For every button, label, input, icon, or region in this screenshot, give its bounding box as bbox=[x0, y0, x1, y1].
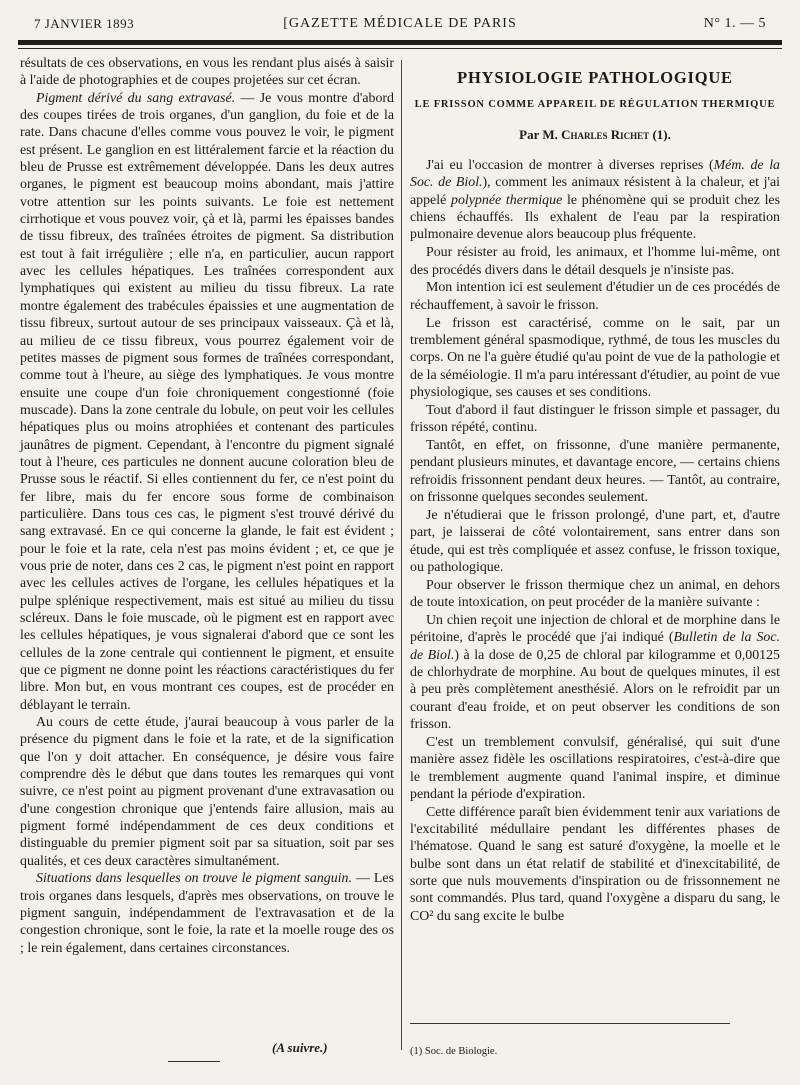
right-p9-reference: Bulletin de la Soc. de Biol. bbox=[410, 630, 780, 663]
footnote-rule bbox=[410, 1023, 730, 1024]
a-suivre-note: (A suivre.) bbox=[272, 1040, 328, 1055]
right-paragraph-9 bbox=[410, 612, 780, 733]
right-p1-reference: Mém. de la Soc. de Biol. bbox=[410, 158, 780, 191]
runin-heading-situations: Situations dans lesquelles on trouve le pigment sanguin. bbox=[36, 871, 352, 887]
left-paragraph-3: Au cours de cette étude, j'aurai beaucoup à vous parler de la présence du pigment dans le foie et la rate, et de la signification que l'on y doit attacher. En conséquence, je désire vous faire comprendre dès le début que dans toutes les remarques qui vont suivre, ce n'est point au pigment provenant d'une extravasation ou d'une congestion chronique que j'entends faire allusion, mais au pigment formé indépendamment de ces deux conditions et distinguable du premier pigment soit par sa situation, soit par ses qualités, et ces deux caractères simultanément. bbox=[20, 715, 394, 869]
page-header bbox=[34, 14, 766, 36]
byline-prefix: Par M. bbox=[519, 126, 562, 142]
right-paragraph-3: Mon intention ici est seulement d'étudier un de ces procédés de réchauffement, à savoir le frisson. bbox=[410, 280, 780, 313]
left-paragraph-4 bbox=[20, 870, 394, 957]
right-paragraph-6: Tantôt, en effet, on frissonne, d'une manière permanente, pendant plusieurs minutes, et davantage encore, — certains chiens refroidis frissonnent pendant deux heures. — Tantôt, au contraire, on frissonne quelques secondes seulement. bbox=[410, 438, 780, 506]
right-p9-text-a: Un chien reçoit une injection de chloral et de morphine dans le péritoine, d'après le procédé que j'ai indiqué ( bbox=[410, 612, 780, 646]
issue-date: 7 JANVIER 1893 bbox=[34, 16, 135, 31]
footnote: (1) Soc. de Biologie. bbox=[410, 1046, 498, 1057]
runin-heading-pigment-derive: Pigment dérivé du sang extravasé. bbox=[36, 90, 236, 106]
right-p9-text-b: ) à la dose de 0,25 de chloral par kilogramme et 0,00125 de chlorhydrate de morphine. Au bout de quelques minutes, il est à peu près complètement anesthésié. Alors on le refroidit par un courant d'eau froide, et on peut observer les conditions de son frisson. bbox=[410, 647, 780, 733]
left-paragraph-2 bbox=[20, 90, 394, 714]
left-paragraph-1: résultats de ces observations, en vous les rendant plus aisés à saisir à l'aide de photographies et de coupes projetées sur cet écran. bbox=[20, 56, 394, 89]
left-paragraph-2-text: — Je vous montre d'abord des coupes tirées de trois organes, d'un ganglion, du foie et de la rate. Dans chacune d'elles comme vous pouvez le voir, le pigment est présent. Le ganglion en est littéralement farcie et la réaction du bleu de Prusse est extrêmement développée. Dans les deux autres organes, le pigment est beaucoup moins abondant, mais j'attire votre attention sur les points suivants. Le foie est nettement cirrhotique et vous pouvez voir, çà et là, parmi les épaisses bandes de tissu fibreux, des traînées étroites de pigment. Sa distribution est tout à fait irrégulière ; elle n'a, en particulier, aucun rapport avec les cellules hépatiques. Les traînées correspondent aux lymphatiques qui existent au milieu du tissu fibreux. La rate montre également des trabécules épaissies et une augmentation de tissu fibreux, surtout autour de ses principaux vaisseaux. Çà et là, au milieu de ce tissu fibreux, vous pourrez également voir de petites masses de pigment sous formes de traînées correspondant, comme tout à l'heure, au siège des lymphatiques. Je vous montre ensuite une coupe d'un foie chroniquement congestionné (foie muscade). Dans la zone centrale du lobule, on peut voir les cellules hépatiques plus ou moins atrophiées et contenant des particules jaunâtres de pigment. Cependant, à l'encontre du pigment signalé tout à l'heure, ces particules ne donnent aucune coloration bleu de Prusse sous le réactif. Si elles contiennent du fer, ce n'est point du fer libre, mais du fer encore sous forme de combinaison particulière. Dans tous ces cas, le pigment s'est trouvé dérivé du sang extravasé. En ce qui concerne la glande, le fait est évident ; pour le foie et la rate, cela n'est pas moins évident ; et, ce que je vous prie de noter, dans ces 2 cas, le pigment n'est point en rapport avec les cellules actives de l'organe, les cellules hépatiques et la pulpe splénique respectivement, mais est situé au milieu du tissu scléreux. Dans le foie muscade, où le pigment est en rapport avec les cellules hépatiques, je vous signalerai d'abord que ce sont les cellules de la zone centrale qui contiennent le pigment, et ensuite que ce pigment ne donne point les réactions caractéristiques du fer libre. Mon but, en vous montrant ces coupes, est de procéder en déblayant le terrain. bbox=[20, 90, 394, 713]
right-paragraph-4: Le frisson est caractérisé, comme on le sait, par un tremblement général spasmodique, rythmé, de tous les muscles du corps. On ne l'a guère étudié qu'au point de vue de la pathologie et de la séméiologie. Il m'a paru intéressant d'étudier, au point de vue physiologique, ses causes et ses conditions. bbox=[410, 315, 780, 400]
section-title: PHYSIOLOGIE PATHOLOGIQUE bbox=[457, 68, 733, 87]
right-p1-text-c: le phénomène qui se produit chez les chiens échauffés. Ils exhalent de l'eau par la respiration pulmonaire devenue alors beaucoup plus fréquente. bbox=[410, 192, 780, 243]
right-paragraph-1 bbox=[410, 157, 780, 244]
right-column bbox=[410, 55, 780, 926]
header-rule-thin bbox=[18, 48, 782, 49]
right-paragraph-8: Pour observer le frisson thermique chez un animal, en dehors de toute intoxication, on peut procéder de la manière suivante : bbox=[410, 577, 780, 611]
article-byline bbox=[410, 126, 780, 143]
left-paragraph-4-text: — Les trois organes dans lesquels, d'après mes observations, on trouve le pigment sanguin, indépendamment de l'extravasation et de la congestion chronique, sont le foie, la rate et la moelle rouge des os ; le rein également, dans certaines circonstances. bbox=[20, 871, 394, 956]
author-name: Charles Richet bbox=[561, 126, 650, 142]
right-paragraph-2: Pour résister au froid, les animaux, et l'homme lui-même, ont des procédés divers dans le détail desquels je n'insiste pas. bbox=[410, 245, 780, 278]
right-p1-text-a: J'ai eu l'occasion de montrer à diverses reprises ( bbox=[426, 158, 714, 174]
right-p1-text-b: ), comment les animaux résistent à la chaleur, et j'ai appelé bbox=[410, 175, 780, 208]
right-paragraph-10: C'est un tremblement convulsif, généralisé, qui suit d'une manière assez fidèle les oscillations respiratoires, c'est-à-dire que le tremblement augmente quand l'animal inspire, et diminue pendant la période d'expiration. bbox=[410, 734, 780, 802]
article-subtitle: LE FRISSON COMME APPAREIL DE RÉGULATION THERMIQUE bbox=[414, 99, 776, 111]
right-p1-term: polypnée thermique bbox=[451, 192, 563, 208]
right-paragraph-5: Tout d'abord il faut distinguer le frisson simple et passager, du frisson répété, continu. bbox=[410, 402, 780, 436]
header-rule-thick bbox=[18, 40, 782, 45]
right-paragraph-7: Je n'étudierai que le frisson prolongé, d'une part, et, d'autre part, je laisserai de côté volontairement, sans entrer dans son étude, qui est très compliquée et assez confuse, le frisson toxique, ou pathologique. bbox=[410, 507, 780, 575]
column-divider bbox=[401, 60, 402, 1050]
left-end-rule bbox=[168, 1061, 220, 1062]
page-number: N° 1. — 5 bbox=[703, 16, 766, 31]
right-paragraph-11: Cette différence paraît bien évidemment tenir aux variations de l'excitabilité médullaire pendant les différentes phases de l'hématose. Quand le sang est saturé d'oxygène, la moelle et le bulbe sont dans un état relatif de stabilité et d'inexcitabilité, de sorte que nuls mouvements d'inspiration ou de frissonnement ne sont commandés. Plus tard, quand l'oxygène a disparu du sang, le CO² du sang excite le bulbe bbox=[410, 804, 780, 924]
left-column bbox=[20, 55, 394, 957]
journal-title: [GAZETTE MÉDICALE DE PARIS bbox=[283, 16, 517, 31]
byline-suffix: (1). bbox=[649, 126, 671, 142]
